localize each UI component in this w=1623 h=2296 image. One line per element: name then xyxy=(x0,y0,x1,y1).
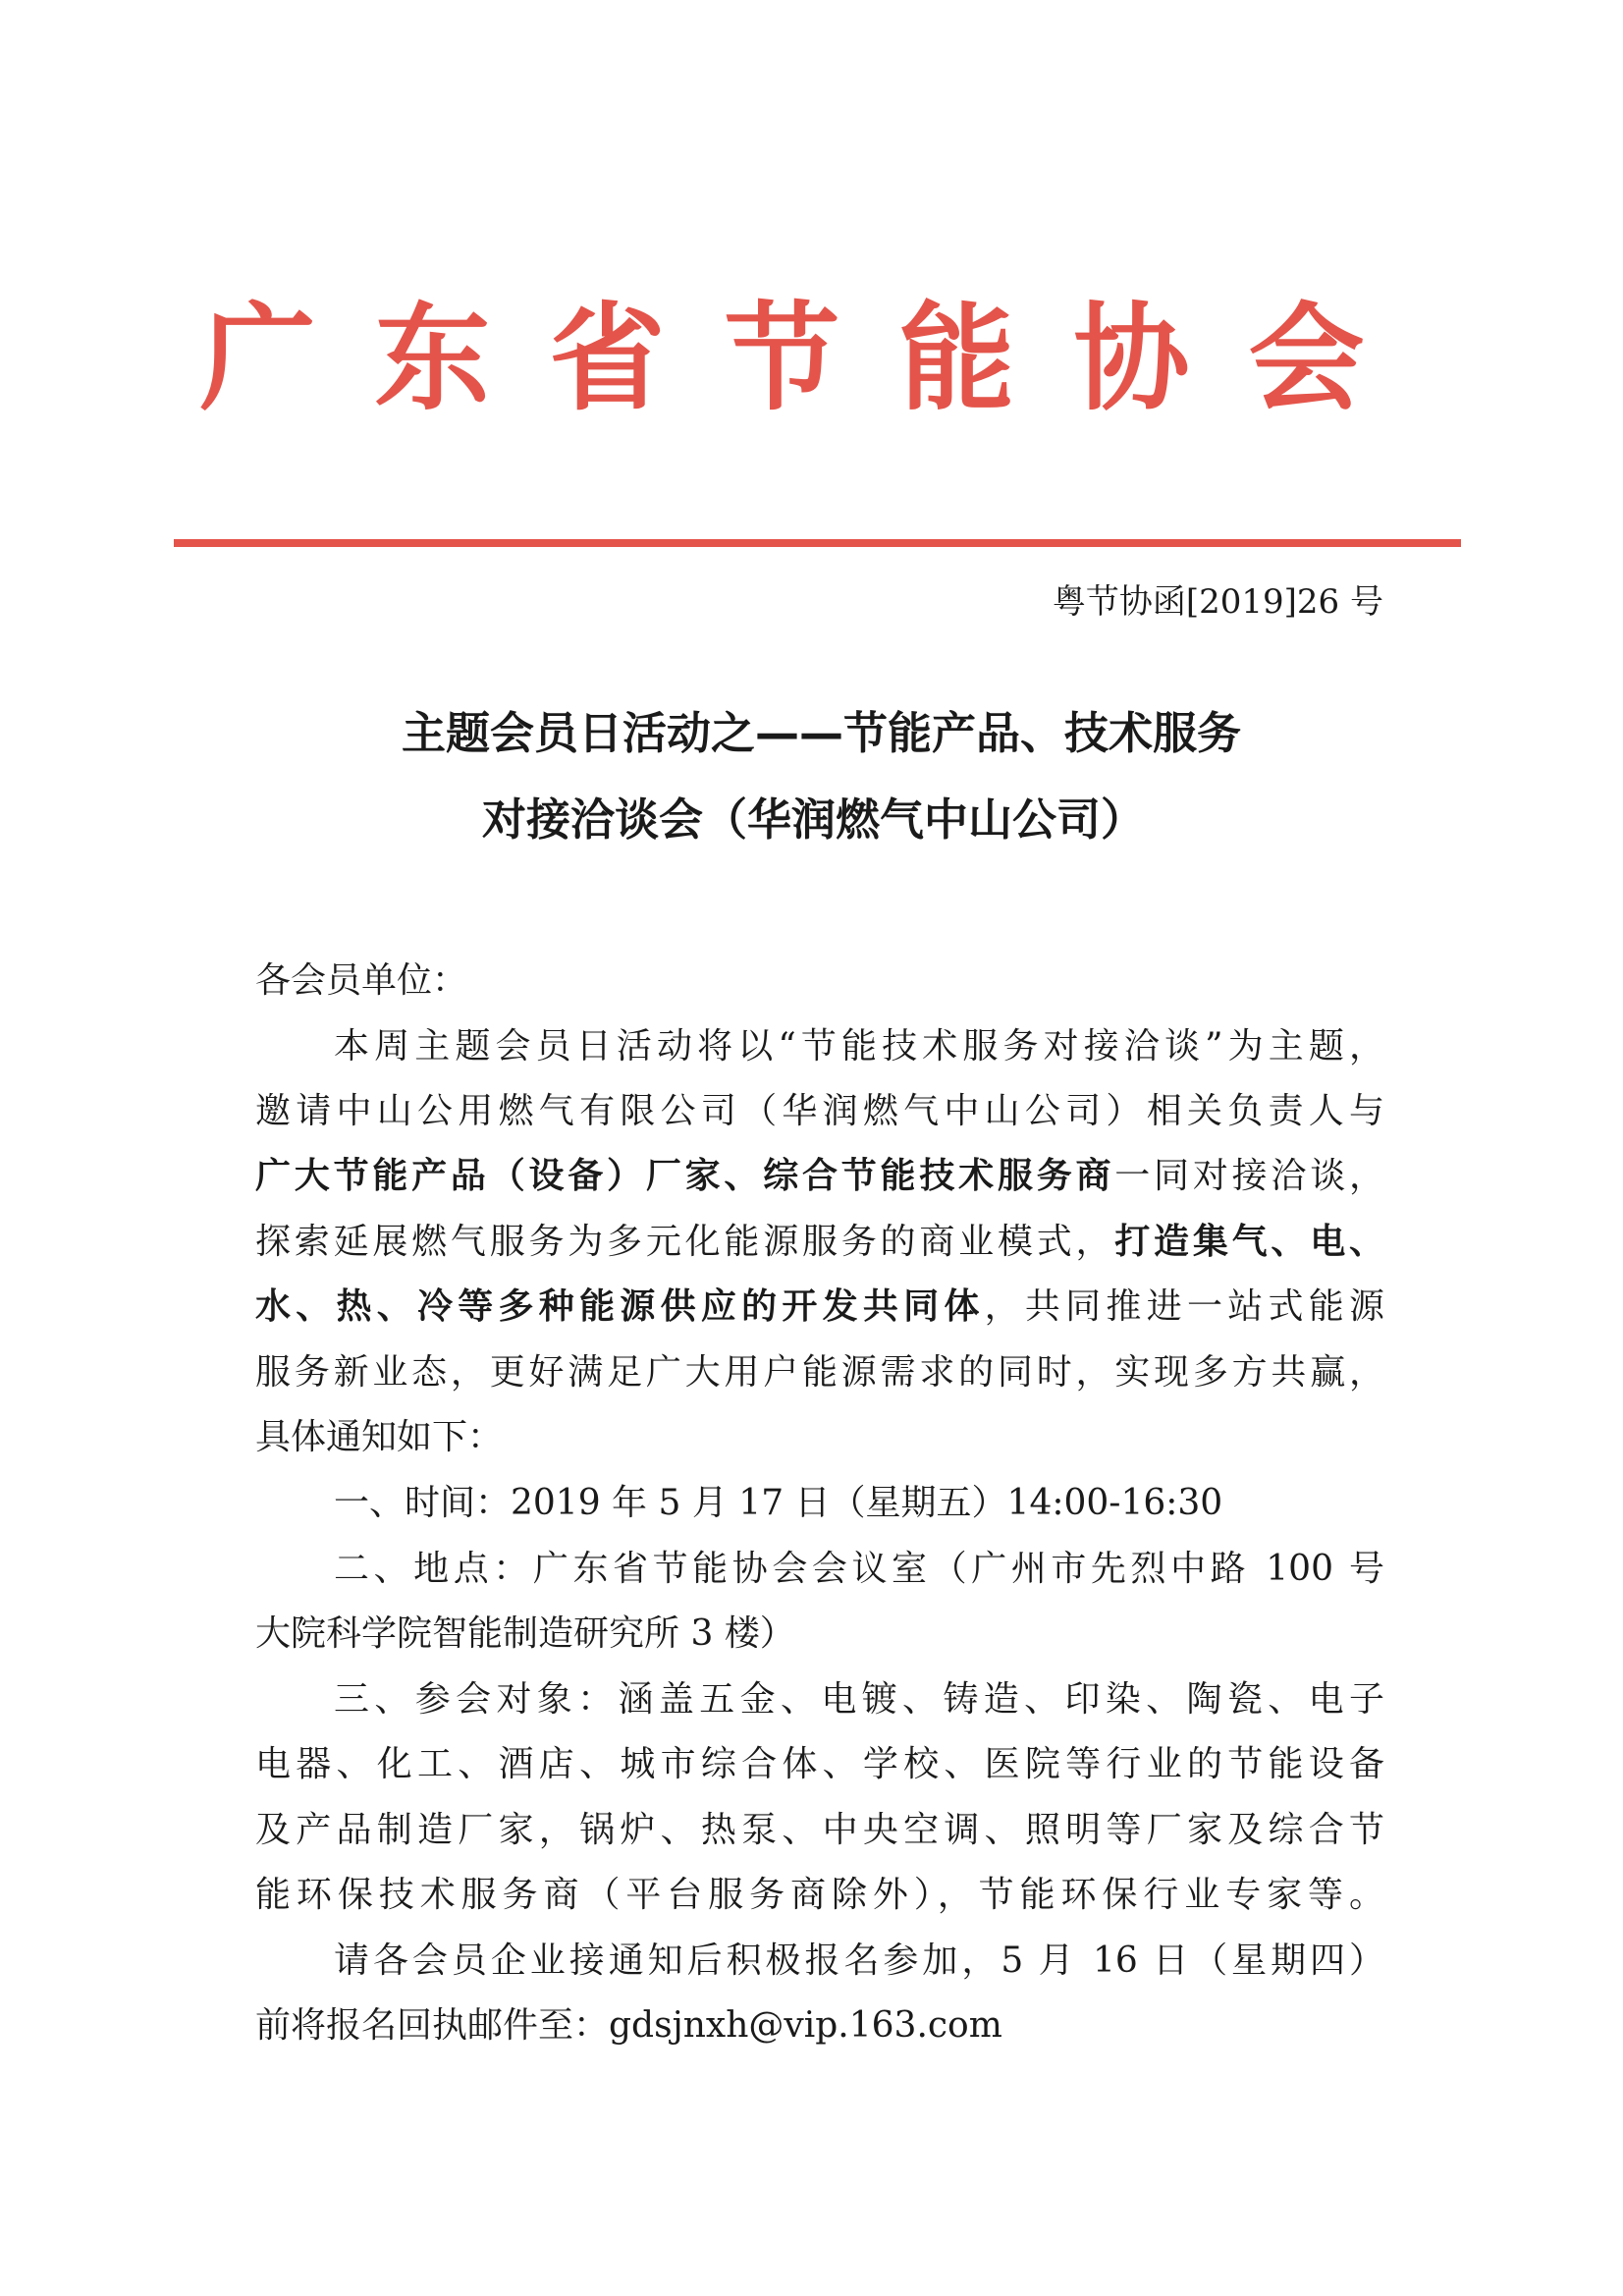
document-title-line-1: 主题会员日活动之——节能产品、技术服务 xyxy=(401,707,1241,759)
target-item-line-1: 三、参会对象：涵盖五金、电镀、铸造、印染、陶瓷、电子 xyxy=(334,1679,1384,1720)
paragraph-line: 服务新业态，更好满足广大用户能源需求的同时，实现多方共赢， xyxy=(255,1352,1384,1393)
target-item-line-4: 能环保技术服务商（平台服务商除外），节能环保行业专家等。 xyxy=(255,1875,1384,1915)
text: 一同对接洽谈， xyxy=(1114,1156,1384,1196)
time-item: 一、时间：2019 年 5 月 17 日（星期五）14:00-16:30 xyxy=(334,1483,1223,1523)
salutation: 各会员单位： xyxy=(255,960,468,1001)
document-title-line-2: 对接洽谈会（华润燃气中山公司） xyxy=(481,793,1145,846)
org-letterhead-title: 广东省节能协会 xyxy=(199,291,1424,426)
paragraph-line xyxy=(255,1280,1384,1335)
signup-line-1: 请各会员企业接通知后积极报名参加，5 月 16 日（星期四） xyxy=(334,1941,1384,1981)
bold-text: 打造集气、电、 xyxy=(1114,1222,1384,1262)
paragraph-line xyxy=(255,1149,1384,1204)
paragraph-line: 本周主题会员日活动将以“节能技术服务对接洽谈”为主题， xyxy=(334,1026,1384,1066)
target-item-line-2: 电器、化工、酒店、城市综合体、学校、医院等行业的节能设备 xyxy=(255,1744,1384,1784)
paragraph-line xyxy=(255,1215,1384,1270)
text: ，共同推进一站式能源 xyxy=(984,1286,1384,1327)
place-item-line-1: 二、地点：广东省节能协会会议室（广州市先烈中路 100 号 xyxy=(334,1549,1384,1589)
place-item-line-2: 大院科学院智能制造研究所 3 楼） xyxy=(255,1613,795,1654)
text: 探索延展燃气服务为多元化能源服务的商业模式， xyxy=(255,1222,1115,1262)
document-number: 粤节协函[2019]26 号 xyxy=(1052,582,1383,622)
paragraph-line: 邀请中山公用燃气有限公司（华润燃气中山公司）相关负责人与 xyxy=(255,1091,1384,1131)
signup-line-2: 前将报名回执邮件至：gdsjnxh@vip.163.com xyxy=(255,2005,1002,2046)
bold-text: 水、热、冷等多种能源供应的开发共同体 xyxy=(255,1286,985,1327)
target-item-line-3: 及产品制造厂家，锅炉、热泵、中央空调、照明等厂家及综合节 xyxy=(255,1810,1384,1850)
bold-text: 广大节能产品（设备）厂家、综合节能技术服务商 xyxy=(255,1156,1115,1196)
letterhead-divider xyxy=(174,539,1461,547)
paragraph-line: 具体通知如下： xyxy=(255,1417,504,1457)
